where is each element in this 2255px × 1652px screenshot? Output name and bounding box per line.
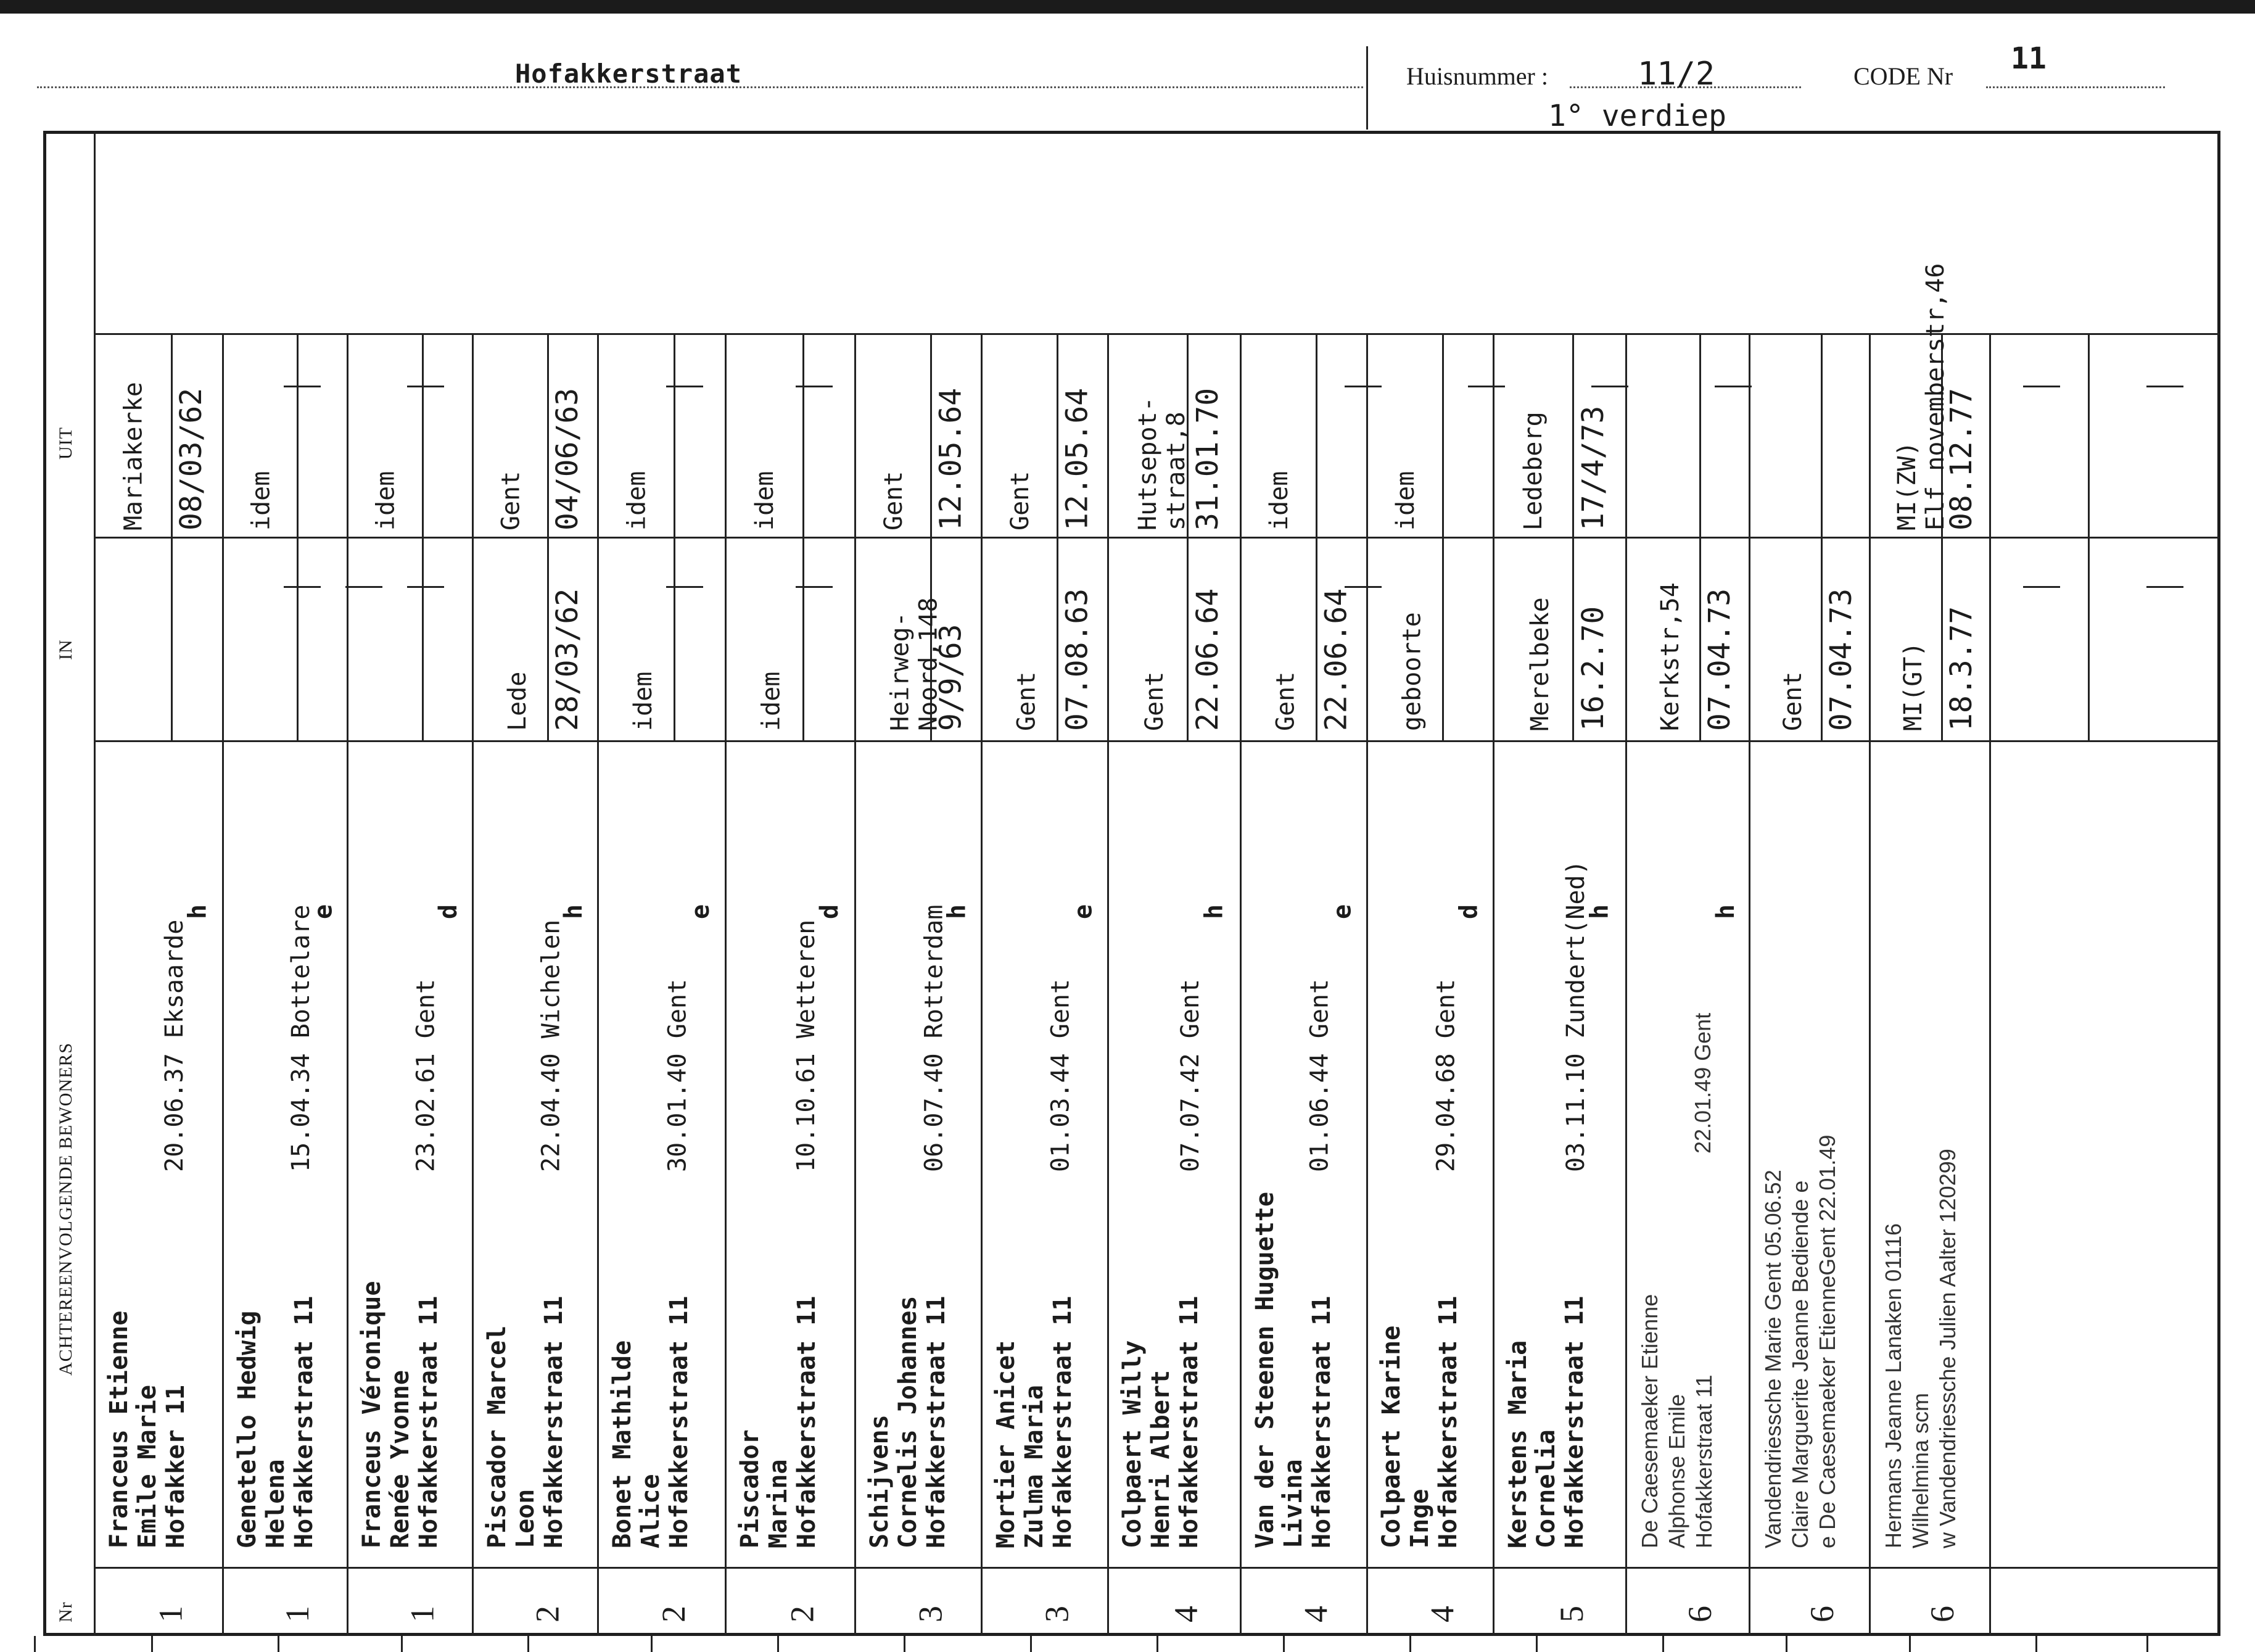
empty-cell-dash <box>2023 586 2060 588</box>
empty-cell-dash <box>1345 586 1382 588</box>
section-line <box>94 1567 2220 1569</box>
uit-place: MI(ZW) Elf novemberstr,46 <box>1893 263 1950 531</box>
empty-cell-dash <box>345 586 382 588</box>
tick-mark <box>651 1636 653 1652</box>
tick-mark <box>2035 1636 2037 1652</box>
in-date: 07.04.73 <box>1823 588 1858 731</box>
birth-info: 07.07.42 Gent <box>1176 978 1205 1172</box>
row-divider-line <box>1625 333 1627 1636</box>
uit-place: Gent <box>1006 471 1034 531</box>
in-place: Gent <box>1140 671 1169 731</box>
in-date: 9/9/63 <box>933 624 968 731</box>
huisnummer-value: 11/2 <box>1638 56 1715 93</box>
empty-cell-dash <box>1345 386 1382 387</box>
in-date: 22.06.64 <box>1319 588 1354 731</box>
header-separator <box>1366 46 1368 130</box>
uit-place: idem <box>371 471 400 531</box>
resident-names: Bonet Mathilde Alice Hofakkerstraat 11 <box>608 1295 693 1548</box>
empty-cell-dash <box>2146 386 2183 387</box>
tick-mark <box>1662 1636 1664 1652</box>
resident-names: Piscador Marcel Leon Hofakkerstraat 11 <box>483 1295 568 1548</box>
subcell-line <box>2088 333 2090 740</box>
resident-names: Kerstens Maria Cornelia Hofakkerstraat 11 <box>1504 1295 1589 1548</box>
row-divider-line <box>1869 333 1871 1636</box>
tick-mark <box>1536 1636 1538 1652</box>
row-divider-line <box>94 131 96 1636</box>
birth-info: 30.01.40 Gent <box>663 978 692 1172</box>
section-line <box>96 537 2220 539</box>
street-name: Hofakkerstraat <box>515 59 743 89</box>
in-place: Heirweg- Noord,148 <box>886 597 943 731</box>
in-place: Lede <box>503 671 532 731</box>
subcell-line <box>1442 333 1444 740</box>
row-divider-line <box>1366 333 1368 1636</box>
uit-place: Mariakerke <box>119 382 148 531</box>
uit-date: 08.12.77 <box>1944 387 1979 531</box>
row-number: 2 <box>655 1606 693 1622</box>
in-place: Gent <box>1271 671 1300 731</box>
empty-cell-dash <box>796 386 833 387</box>
resident-names: Mortier Anicet Zulma Maria Hofakkerstraat 11 <box>992 1295 1077 1548</box>
section-line <box>94 740 2220 742</box>
sex-code: h <box>183 904 212 919</box>
empty-cell-dash <box>284 586 321 588</box>
subcell-line <box>1187 333 1189 740</box>
row-number: 5 <box>1552 1606 1590 1622</box>
resident-names: Franceus Véronique Renée Yvonne Hofakkerstraat 11 <box>358 1281 443 1548</box>
birth-info: 15.04.34 Bottelare <box>287 904 316 1172</box>
birth-info: 23.02.61 Gent <box>411 978 440 1172</box>
subcell-line <box>1316 333 1317 740</box>
row-divider-line <box>1749 333 1750 1636</box>
uit-date: 04/06/63 <box>550 387 585 531</box>
birth-info: 01.03.44 Gent <box>1046 978 1075 1172</box>
subcell-line <box>422 333 424 740</box>
header-bewoners: ACHTEREENVOLGENDE BEWONERS <box>56 1042 76 1376</box>
subcell-line <box>802 333 804 740</box>
row-number: 6 <box>1923 1606 1961 1622</box>
birth-info: 01.06.44 Gent <box>1305 978 1334 1172</box>
row-number: 1 <box>278 1606 316 1622</box>
in-place: Gent <box>1778 671 1807 731</box>
in-date: 28/03/62 <box>550 588 585 731</box>
sex-code: e <box>686 904 715 919</box>
birth-info: 22.01.49 Gent <box>1690 1012 1715 1154</box>
row-number: 4 <box>1167 1606 1205 1622</box>
uit-date: 17/4/73 <box>1575 405 1610 531</box>
in-date: 07.08.63 <box>1060 588 1095 731</box>
subcell-line <box>171 333 173 740</box>
sex-code: d <box>815 904 844 919</box>
sex-code: d <box>434 904 463 919</box>
row-number: 4 <box>1424 1606 1461 1622</box>
subcell-line <box>1572 333 1574 740</box>
row-divider-line <box>347 333 348 1636</box>
in-date: 16.2.70 <box>1575 606 1610 731</box>
row-number: 6 <box>1803 1606 1841 1622</box>
subcell-line <box>547 333 549 740</box>
tick-mark <box>527 1636 529 1652</box>
tick-mark <box>1409 1636 1411 1652</box>
subcell-line <box>1821 333 1823 740</box>
uit-date: 12.05.64 <box>1060 387 1095 531</box>
top-border-bar <box>0 0 2255 14</box>
birth-info: 22.04.40 Wichelen <box>537 919 566 1172</box>
tick-mark <box>1156 1636 1158 1652</box>
uit-place: idem <box>622 471 651 531</box>
resident-names: Piscador Marina Hofakkerstraat 11 <box>736 1295 821 1548</box>
resident-names: Genetello Hedwig Helena Hofakkerstraat 11 <box>233 1295 318 1548</box>
row-number: 1 <box>403 1606 441 1622</box>
empty-cell-dash <box>666 386 703 387</box>
tick-mark <box>401 1636 403 1652</box>
in-place: geboorte <box>1398 612 1427 731</box>
row-divider-line <box>725 333 727 1636</box>
resident-names: Colpaert Karine Inge Hofakkerstraat 11 <box>1377 1295 1462 1548</box>
row-divider-line <box>597 333 599 1636</box>
in-place: Kerkstr,54 <box>1656 582 1684 731</box>
row-divider-line <box>1240 333 1242 1636</box>
in-place: Gent <box>1012 671 1041 731</box>
sex-code: e <box>1328 904 1357 919</box>
tick-mark <box>1283 1636 1285 1652</box>
sex-code: h <box>1712 904 1740 919</box>
tick-mark <box>34 1636 36 1652</box>
row-number: 4 <box>1297 1606 1335 1622</box>
empty-cell-dash <box>666 586 703 588</box>
sex-code: h <box>1585 904 1614 919</box>
sex-code: h <box>942 904 971 919</box>
empty-cell-dash <box>407 586 444 588</box>
birth-info: 29.04.68 Gent <box>1432 978 1461 1172</box>
uit-date: 31.01.70 <box>1190 387 1225 531</box>
tick-mark <box>777 1636 779 1652</box>
row-divider-line <box>222 333 224 1636</box>
code-dotted-line <box>1986 86 2165 88</box>
header-in: IN <box>56 639 76 660</box>
row-divider-line <box>854 333 856 1636</box>
sex-code: e <box>1069 904 1098 919</box>
birth-info: 06.07.40 Rotterdam <box>920 904 949 1172</box>
row-divider-line <box>1107 333 1109 1636</box>
subcell-line <box>674 333 675 740</box>
in-place: idem <box>629 671 658 731</box>
uit-place: Hutsepot- straat,8 <box>1134 397 1190 531</box>
subcell-line <box>297 333 299 740</box>
row-divider-line <box>1493 333 1494 1636</box>
tick-mark <box>904 1636 905 1652</box>
resident-names: Franceus Etienne Emile Marie Hofakker 11 <box>105 1310 190 1548</box>
resident-names: Colpaert Willy Henri Albert Hofakkerstraat 11 <box>1118 1295 1203 1548</box>
uit-date: 12.05.64 <box>933 387 968 531</box>
row-number: 3 <box>1038 1606 1076 1622</box>
uit-place: Gent <box>497 471 526 531</box>
tick-mark <box>278 1636 279 1652</box>
empty-cell-dash <box>1591 386 1628 387</box>
uit-place: idem <box>1265 471 1293 531</box>
uit-place: idem <box>247 471 276 531</box>
uit-place: idem <box>1391 471 1420 531</box>
tick-mark <box>1030 1636 1032 1652</box>
tick-mark <box>2146 1636 2148 1652</box>
row-number: 1 <box>152 1606 189 1622</box>
row-divider-line <box>472 333 474 1636</box>
header-nr: Nr <box>56 1601 76 1622</box>
in-date: 18.3.77 <box>1944 606 1979 731</box>
empty-cell-dash <box>796 586 833 588</box>
uit-place: Gent <box>880 471 908 531</box>
resident-names: Vandendriessche Marie Gent 05.06.52 Claire Marguerite Jeanne Bediende e e De Caesemaeker EtienneGent 22.01.49 <box>1760 1134 1840 1548</box>
header-uit: UIT <box>56 427 76 460</box>
huisnummer-label: Huisnummer : <box>1406 62 1548 90</box>
subcell-line <box>1057 333 1058 740</box>
resident-names: Van der Steenen Huguette Livina Hofakkerstraat 11 <box>1251 1192 1336 1548</box>
sex-code: e <box>309 904 338 919</box>
sex-code: h <box>1200 904 1229 919</box>
in-place: MI(GT) <box>1898 642 1927 731</box>
row-number: 2 <box>783 1606 821 1622</box>
uit-place: Ledeberg <box>1519 411 1548 531</box>
subcell-line <box>1699 333 1701 740</box>
uit-date: 08/03/62 <box>174 387 209 531</box>
in-date: 22.06.64 <box>1190 588 1225 731</box>
tick-mark <box>1909 1636 1911 1652</box>
sex-code: d <box>1454 904 1483 919</box>
code-label: CODE Nr <box>1853 62 1953 90</box>
in-place: idem <box>757 671 786 731</box>
floor-note: 1° verdiep <box>1548 99 1726 133</box>
empty-cell-dash <box>2023 386 2060 387</box>
birth-info: 03.11.10 Zundert(Ned) <box>1561 860 1590 1172</box>
row-number: 2 <box>529 1606 566 1622</box>
birth-info: 20.06.37 Eksaarde <box>160 919 189 1172</box>
in-date: 07.04.73 <box>1702 588 1737 731</box>
empty-cell-dash <box>2146 586 2183 588</box>
row-divider-line <box>1989 333 1991 1636</box>
in-place: Merelbeke <box>1525 597 1554 731</box>
row-divider-line <box>981 333 983 1636</box>
resident-names: Schijvens Cornelis Johannes Hofakkerstraat 11 <box>865 1295 950 1548</box>
uit-place: idem <box>751 471 779 531</box>
tick-mark <box>1786 1636 1787 1652</box>
row-number: 3 <box>912 1606 949 1622</box>
empty-cell-dash <box>1715 386 1752 387</box>
empty-cell-dash <box>284 386 321 387</box>
sex-code: h <box>559 904 588 919</box>
resident-names: De Caesemaeker Etienne Alphonse Emile Hofakkerstraat 11 <box>1637 1294 1717 1548</box>
empty-cell-dash <box>1468 386 1505 387</box>
resident-names: Hermans Jeanne Lanaken 01116 Wilhelmina scm w Vandendriessche Julien Aalter 120299 <box>1881 1149 1960 1548</box>
code-value: 11 <box>2011 41 2047 76</box>
birth-info: 10.10.61 Wetteren <box>792 919 821 1172</box>
tick-mark <box>151 1636 153 1652</box>
row-number: 6 <box>1681 1606 1718 1622</box>
empty-cell-dash <box>407 386 444 387</box>
